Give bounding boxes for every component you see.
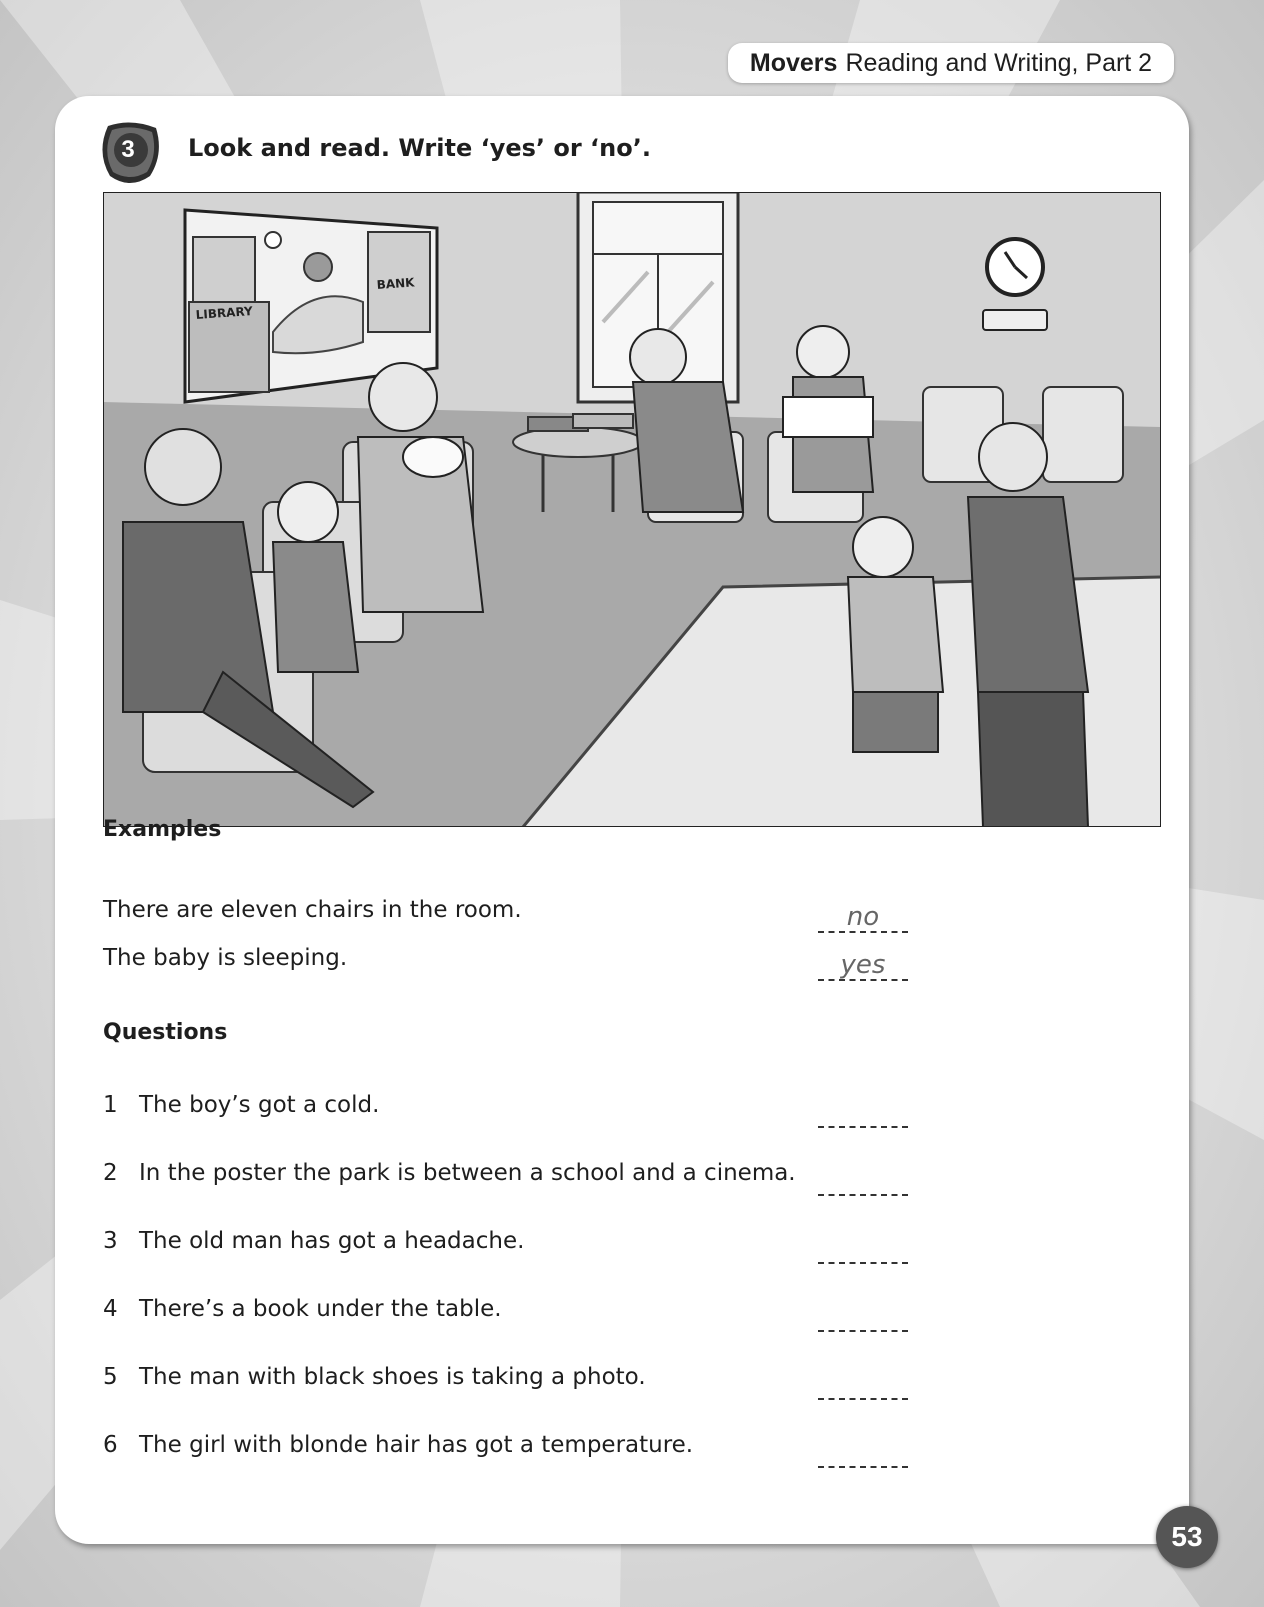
question-number: 4 (103, 1296, 118, 1322)
question-row (103, 1228, 1103, 1268)
question-text: The boy’s got a cold. (139, 1092, 380, 1118)
section-name: Reading and Writing, Part 2 (845, 48, 1153, 77)
page-number: 53 (1156, 1506, 1218, 1568)
question-number: 1 (103, 1092, 118, 1118)
example-row (103, 897, 1103, 937)
example-row (103, 945, 1103, 985)
question-number: 6 (103, 1432, 118, 1458)
examples-heading: Examples (103, 817, 222, 842)
answer-field[interactable] (818, 1170, 908, 1196)
question-number: 5 (103, 1364, 118, 1390)
poster-label-bank: BANK (376, 275, 415, 292)
question-row (103, 1296, 1103, 1336)
question-number: 3 (103, 1228, 118, 1254)
series-name: Movers (749, 48, 838, 77)
question-row (103, 1364, 1103, 1404)
question-number: 2 (103, 1160, 118, 1186)
clock-icon (983, 239, 1047, 330)
question-row (103, 1160, 1103, 1200)
example-sentence: There are eleven chairs in the room. (103, 897, 522, 923)
answer-field[interactable] (818, 1374, 908, 1400)
question-text: The girl with blonde hair has got a temperature. (139, 1432, 694, 1458)
question-row (103, 1432, 1103, 1472)
example-answer: no (818, 907, 908, 933)
poster-label-library: LIBRARY (195, 304, 254, 322)
question-text: The man with black shoes is taking a photo. (139, 1364, 646, 1390)
answer-field[interactable] (818, 1442, 908, 1468)
question-text: The old man has got a headache. (139, 1228, 525, 1254)
task-instruction: Look and read. Write ‘yes’ or ‘no’. (188, 134, 651, 162)
example-answer: yes (818, 955, 908, 981)
waiting-room-illustration (103, 192, 1161, 827)
example-sentence: The baby is sleeping. (103, 945, 348, 971)
questions-heading: Questions (103, 1020, 228, 1045)
question-row (103, 1092, 1103, 1132)
task-number: 3 (121, 136, 135, 163)
answer-field[interactable] (818, 1306, 908, 1332)
section-header (728, 43, 1174, 83)
sun-icon (265, 232, 281, 248)
question-text: In the poster the park is between a school and a cinema. (139, 1160, 796, 1186)
answer-field[interactable] (818, 1102, 908, 1128)
question-text: There’s a book under the table. (139, 1296, 502, 1322)
answer-field[interactable] (818, 1238, 908, 1264)
